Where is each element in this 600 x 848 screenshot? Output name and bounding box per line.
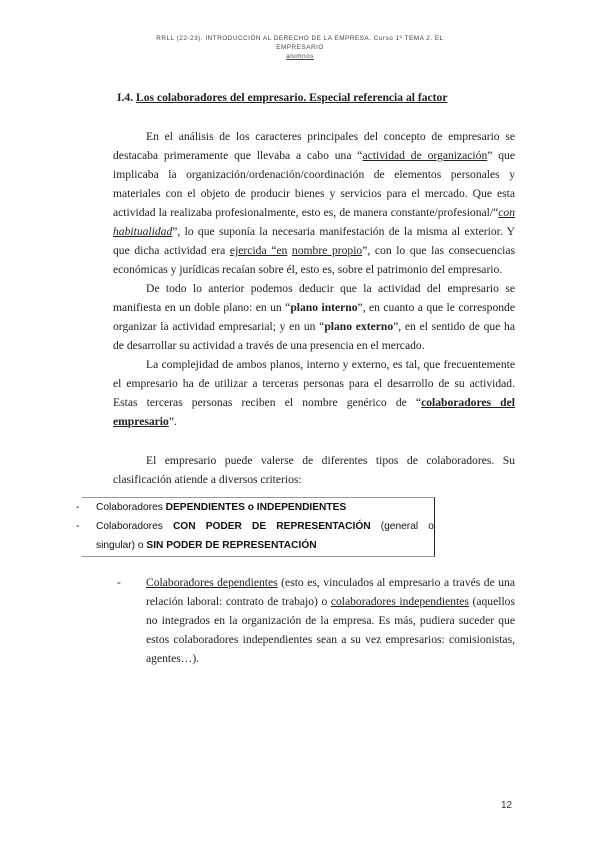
p1-text-i: ”, con lo que las consecuencias económicas y jurídicas recaían sobre él, esto es, sobre el patrimonio del empresario. bbox=[113, 244, 515, 276]
sub-text-d: (aquellos no integrados en la organización de la empresa. Es más, pudiera suceder que estos colaboradores independientes sean a su vez empresarios: comisionistas, agentes…). bbox=[146, 595, 515, 665]
section-title: Los colaboradores del empresario. Especial referencia al factor bbox=[136, 91, 448, 104]
page-number: 12 bbox=[501, 800, 513, 811]
box-r2-word-7: o bbox=[428, 521, 434, 532]
p1-nombre-propio: nombre propio bbox=[291, 244, 363, 257]
header-line-3: alumnos bbox=[286, 53, 314, 60]
sub-colaboradores-dependientes: Colaboradores dependientes bbox=[146, 576, 278, 589]
box-row-2 bbox=[76, 517, 434, 536]
p1-text-e: ”, lo que suponía la necesaria manifestación de la misma al exterior. Y que dicha actividad era bbox=[113, 225, 515, 257]
box-dash-1: - bbox=[76, 502, 80, 513]
intro-classification bbox=[113, 451, 515, 489]
p3-text-c: ”. bbox=[168, 415, 177, 428]
box-r2-word-6: (general bbox=[380, 521, 419, 532]
sub-list-item bbox=[113, 573, 515, 668]
sub-text-b: (esto es, vinculados al empresario a través de una relación laboral: contrato de trabajo) o bbox=[146, 576, 516, 608]
p2-plano-externo: plano externo bbox=[324, 320, 394, 333]
box-r2-word-1: Colaboradores bbox=[96, 521, 163, 532]
p2-plano-interno: plano interno bbox=[290, 301, 358, 314]
p1-text-c: ” que implicaba la organización/ordenación/coordinación de elementos personales y materiales con el objeto de producir bienes y servicios para el mercado. Que esta actividad la realizaba profesionalmente, esto es, de manera constante/profesional/“ bbox=[113, 149, 515, 219]
box-r2-word-4: DE bbox=[252, 521, 267, 532]
sub-list-marker: - bbox=[117, 576, 121, 589]
p3-text-a: La complejidad de ambos planos, interno y externo, es tal, que frecuentemente el empresario ha de utilizar a terceras personas para el desarrollo de su actividad. Estas terceras personas reciben el nombre genérico de “ bbox=[113, 358, 515, 409]
body-text bbox=[113, 127, 515, 431]
p1-con-habitualidad: con habitualidad bbox=[113, 206, 515, 238]
paragraph-2 bbox=[113, 279, 515, 355]
header-line-1: RRLL (22-23). INTRODUCCIÓN AL DERECHO DE LA EMPRESA. Curso 1º TEMA 2. EL bbox=[156, 35, 444, 42]
running-header bbox=[150, 34, 450, 61]
sub-list-text bbox=[146, 573, 515, 668]
p3-colaboradores-empresario: colaboradores del empresario bbox=[113, 396, 515, 428]
box-r2-word-3: PODER bbox=[205, 521, 242, 532]
p1-actividad-organizacion: actividad de organización bbox=[362, 149, 488, 162]
section-heading bbox=[117, 91, 447, 104]
box-row-1 bbox=[76, 498, 434, 517]
box-dash-2: - bbox=[76, 521, 80, 532]
box-r1-prefix: Colaboradores bbox=[96, 502, 166, 513]
section-number: I.4. bbox=[117, 91, 134, 104]
box-r3-prefix: singular) o bbox=[96, 540, 147, 551]
box-r1-bold: DEPENDIENTES o INDEPENDIENTES bbox=[165, 502, 347, 513]
box-r2-word-2: CON bbox=[172, 521, 196, 532]
p1-ejercida: ejercida “en bbox=[229, 244, 288, 257]
paragraph-1 bbox=[113, 127, 515, 279]
box-r3-bold: SIN PODER DE REPRESENTACIÓN bbox=[146, 540, 317, 551]
header-line-2: EMPRESARIO bbox=[276, 44, 324, 51]
p1-text-a: En el análisis de los caracteres principales del concepto de empresario se destacaba primeramente que llevaba a cabo una “ bbox=[113, 130, 515, 162]
sub-colaboradores-independientes: colaboradores independientes bbox=[330, 595, 469, 608]
classification-box bbox=[76, 497, 435, 557]
box-r2-word-5: REPRESENTACIÓN bbox=[276, 521, 371, 532]
box-row-3 bbox=[82, 536, 434, 555]
p2-text-a: De todo lo anterior podemos deducir que la actividad del empresario se manifiesta en un doble plano: en un “ bbox=[113, 282, 515, 314]
p2-text-e: ”, en el sentido de que ha de desarrollar su actividad a través de una presencia en el mercado. bbox=[113, 320, 515, 352]
paragraph-4: El empresario puede valerse de diferentes tipos de colaboradores. Su clasificación atiende a diversos criterios: bbox=[113, 454, 515, 486]
paragraph-3 bbox=[113, 355, 515, 431]
p2-text-c: ”, en cuanto a que le corresponde organizar la actividad empresarial; y en un “ bbox=[113, 301, 515, 333]
